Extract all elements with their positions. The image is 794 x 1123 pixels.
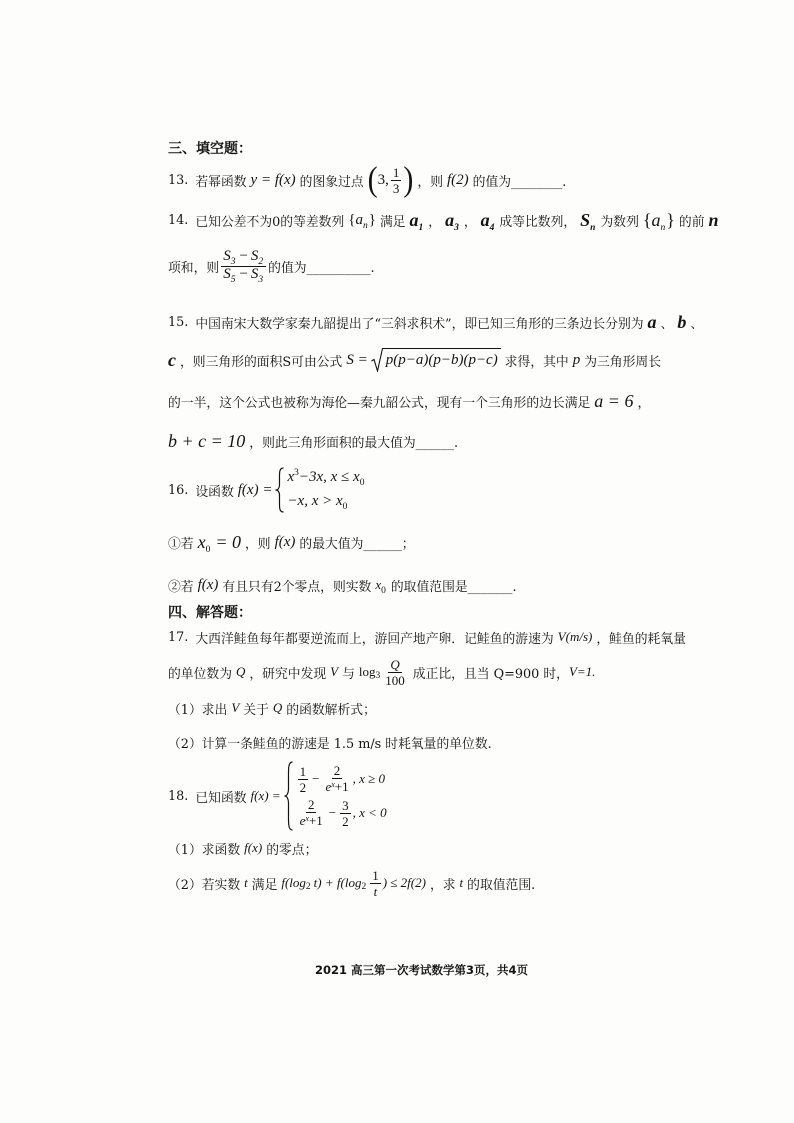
variable-s: S [250, 265, 259, 282]
function-value-expression: f(2) [446, 171, 469, 188]
question-17-line-2 [168, 654, 599, 690]
question-text: ，鲑鱼的耗氧量 [596, 631, 686, 647]
part-marker: ②若 [168, 579, 194, 595]
function-expression: f(x) [274, 533, 296, 550]
section-heading-fill-in [168, 138, 252, 158]
question-text-blank: ，则此三角形面积的最大值为______. [249, 435, 459, 451]
left-brace-glyph: { [642, 209, 652, 230]
variable-s: S [223, 265, 231, 282]
variable-a: a [480, 209, 490, 230]
numerator: Q [390, 656, 400, 672]
variable-q: Q [235, 664, 246, 679]
subscript: 1 [418, 222, 424, 233]
question-15-line-1 [168, 310, 703, 334]
point-coordinates [367, 160, 414, 199]
separator: ， [463, 214, 477, 230]
question-14-line-1 [168, 207, 723, 233]
partial-sum-sn [580, 210, 596, 231]
variable-x: x [197, 531, 206, 552]
denominator: 3 [392, 180, 400, 196]
condition-v-equals-1: V=1. [568, 664, 596, 679]
variable-s: S [580, 209, 591, 230]
subscript: 4 [489, 222, 495, 233]
subscript: 2 [258, 256, 264, 267]
piecewise-function [251, 761, 387, 831]
question-text: 已知公差不为0的等差数列 [195, 214, 345, 230]
question-number: 15. [168, 314, 189, 330]
subscript: n [660, 222, 666, 233]
denominator [298, 813, 325, 830]
superscript: x [305, 813, 309, 823]
minus-sign: − [239, 247, 248, 264]
fraction-one-third [391, 165, 402, 196]
question-14-line-2 [168, 244, 375, 288]
question-18-part-2 [168, 865, 535, 901]
question-15-line-2 [168, 345, 661, 375]
minus-sign: − [328, 805, 337, 820]
question-text: 满足 [379, 214, 406, 230]
case-condition: , x < 0 [352, 805, 387, 820]
heron-formula [346, 348, 500, 372]
piecewise-function [238, 466, 366, 514]
minus-sign: − [312, 771, 320, 786]
question-17-line-1 [168, 625, 686, 649]
variable-t: t [244, 875, 248, 890]
question-16 [168, 466, 369, 514]
question-text: ， [637, 395, 651, 411]
question-17-part-2 [168, 730, 492, 754]
question-text: 项和，则 [168, 260, 220, 276]
condition-b-plus-c: b + c = 10 [168, 430, 246, 451]
variable-e: e [299, 812, 306, 828]
question-text: 成等比数列， [499, 214, 577, 230]
log-expression [359, 657, 409, 688]
right-brace-glyph: } [368, 211, 376, 228]
left-brace-icon [284, 761, 293, 831]
variable-v: V [231, 700, 240, 715]
expression-part: f(log [281, 875, 306, 890]
fraction-one-half [298, 764, 309, 795]
condition-a: a = 6 [594, 390, 634, 411]
area-equals: S = [346, 351, 368, 368]
question-18 [168, 760, 391, 832]
separator: 、 [690, 316, 704, 332]
sequence-notation-large [643, 210, 675, 231]
superscript: x [331, 779, 335, 789]
denominator: 2 [299, 779, 307, 795]
case-expression: −x, x > x [287, 493, 343, 509]
section-heading-text: 三、填空题： [168, 141, 252, 157]
page-footer-text: 2021 高三第一次考试数学第3页，共4页 [315, 963, 529, 977]
section-heading-text: 四、解答题： [168, 605, 252, 621]
question-16-part-1 [168, 530, 415, 554]
case-2 [287, 490, 365, 514]
speed-unit: V(m/s) [557, 629, 593, 644]
numerator: 3 [342, 797, 349, 813]
question-number: 16. [168, 482, 189, 498]
numerator: 1 [392, 164, 400, 180]
question-text-blank: 的值为__________. [268, 260, 375, 276]
subscript: n [362, 220, 368, 231]
question-text: 中国南宋大数学家秦九韶提出了“三斜求积术”，即已知三角形的三条边长分别为 [195, 316, 644, 332]
question-number: 14. [168, 212, 189, 228]
term-a3 [445, 210, 460, 231]
numerator: 1 [372, 867, 379, 883]
fraction-two-over-ex-plus-1 [323, 763, 350, 796]
case-1 [287, 466, 365, 490]
question-text: 的零点； [266, 842, 318, 858]
question-text-blank: 的值为________. [472, 174, 567, 190]
function-label: f(x) = [250, 788, 281, 803]
sequence-notation [348, 212, 376, 229]
case-condition: , x ≥ 0 [352, 771, 386, 786]
expression-part: t) + f(log [313, 875, 362, 890]
question-text: ，则 [245, 536, 271, 552]
question-text: ，求 [429, 877, 456, 893]
subscript: 3 [258, 274, 264, 285]
question-15-line-3 [168, 389, 650, 413]
cases [287, 466, 365, 514]
question-text: 有且只有2个零点，则实数 [222, 579, 372, 595]
variable-e: e [325, 778, 332, 794]
variable-s: S [223, 247, 231, 264]
part-marker: ①若 [168, 536, 194, 552]
case-2 [296, 796, 387, 830]
fraction-q-over-100 [383, 657, 407, 688]
question-text: 的函数解析式； [286, 702, 376, 718]
plus-one: +1 [308, 812, 323, 828]
question-15-line-4 [168, 429, 458, 453]
term-a1 [410, 210, 425, 231]
log-base: 2 [305, 882, 311, 892]
log-function: log [358, 664, 376, 679]
denominator: t [373, 883, 378, 899]
function-expression: f(x) [197, 576, 219, 593]
part-label: （1）求出 [168, 702, 228, 718]
numerator: 2 [333, 762, 341, 778]
question-text: 的单位数为 [168, 666, 232, 682]
subscript: 3 [230, 256, 236, 267]
superscript: 3 [294, 468, 299, 478]
separator: 、 [660, 316, 674, 332]
question-text: 求得，其中 [504, 354, 569, 370]
question-text: 的一半，这个公式也被称为海伦—秦九韶公式，现有一个三角形的边长满足 [168, 395, 591, 411]
question-text: （2）计算一条鲑鱼的游速是 1.5 m/s 时耗氧量的单位数. [168, 736, 492, 752]
variable-x0 [375, 577, 387, 596]
denominator: 100 [385, 672, 405, 688]
section-heading-solve [168, 602, 252, 622]
fraction-three-halves [340, 798, 351, 829]
question-text: 为数列 [600, 214, 639, 230]
subscript: 5 [230, 274, 236, 285]
right-brace-glyph: } [666, 209, 675, 230]
left-brace-icon [275, 467, 284, 513]
question-text: 的取值范围. [467, 877, 536, 893]
side-b: b [677, 311, 687, 332]
plus-one: +1 [334, 778, 349, 794]
question-text: ，则三角形的面积S可由公式 [180, 354, 343, 370]
question-number: 17. [168, 629, 189, 645]
question-text: 成正比，且当 Q=900 时， [412, 666, 569, 682]
question-17-part-1 [168, 696, 376, 720]
page-footer [315, 960, 528, 980]
case-expression: −3x, x ≤ x [298, 469, 360, 485]
subscript: 3 [454, 222, 459, 233]
log-base: 3 [375, 671, 381, 681]
numerator: 1 [299, 763, 307, 779]
left-paren: ( [367, 160, 378, 199]
variable-a: a [409, 209, 419, 230]
power-function-expression: y = f(x) [250, 171, 296, 188]
variable-x: x [287, 469, 295, 485]
sum-ratio-fraction [221, 249, 266, 284]
question-text: 设函数 [195, 484, 234, 500]
square-root [371, 348, 501, 372]
question-text-blank: 的取值范围是_______. [390, 579, 517, 595]
subscript: n [590, 222, 596, 233]
side-a: a [647, 311, 657, 332]
variable-v: V [330, 664, 339, 679]
denominator [323, 779, 350, 796]
question-number: 13. [168, 172, 189, 188]
fraction-one-over-t [370, 868, 381, 899]
subscript: 0 [359, 478, 365, 488]
question-18-part-1 [168, 836, 317, 860]
question-text: 与 [342, 666, 355, 682]
function-label: f(x) = [237, 481, 273, 498]
question-text: 的前 [678, 214, 705, 230]
subscript: 0 [342, 502, 348, 512]
denominator: 2 [342, 813, 349, 829]
question-text: 若幂函数 [195, 174, 247, 190]
inequality-expression [281, 868, 426, 899]
variable-a: a [445, 209, 455, 230]
variable-t: t [459, 875, 464, 890]
numerator: 2 [307, 796, 315, 812]
question-text: ，研究中发现 [249, 666, 327, 682]
question-text: 为三角形周长 [584, 354, 661, 370]
part-label: （1）求函数 [168, 842, 241, 858]
function-expression: f(x) [244, 840, 263, 855]
expression-part: ) ≤ 2f(2) [382, 875, 426, 890]
point-x: 3, [377, 171, 389, 188]
numerator [221, 249, 266, 267]
question-number: 18. [168, 788, 189, 804]
term-a4 [481, 210, 496, 231]
variable-s: S [250, 247, 259, 264]
variable-a: a [355, 211, 363, 228]
variable-p: p [572, 351, 581, 368]
fraction-two-over-ex-plus-1 [298, 797, 325, 830]
denominator [221, 267, 266, 284]
radicand: p(p−a)(p−b)(p−c) [383, 348, 501, 372]
log-base: 2 [361, 882, 367, 892]
cases [296, 762, 387, 830]
case-1 [296, 762, 387, 796]
question-text: 关于 [243, 702, 269, 718]
left-brace-glyph: { [348, 211, 356, 228]
subscript: 0 [205, 544, 211, 555]
variable-q: Q [272, 700, 283, 715]
question-text: 已知函数 [195, 790, 247, 806]
separator: ， [428, 214, 442, 230]
side-c: c [168, 349, 176, 370]
minus-sign: − [239, 265, 248, 282]
question-text: 满足 [251, 877, 278, 893]
question-13 [168, 162, 566, 198]
question-text: ，则 [417, 174, 443, 190]
variable-x: x [375, 577, 382, 592]
question-text: 大西洋鲑鱼每年都要逆流而上，游回产地产卵．记鲑鱼的游速为 [195, 631, 554, 647]
variable-a: a [651, 209, 661, 230]
radical-sign-icon [371, 348, 383, 372]
variable-n: n [708, 209, 719, 230]
part-label: （2）若实数 [168, 877, 241, 893]
question-text: 的图象过点 [299, 174, 364, 190]
x0-equals-zero [198, 532, 241, 553]
equation: = 0 [215, 531, 241, 552]
question-16-part-2 [168, 573, 517, 597]
subscript: 0 [381, 586, 386, 596]
question-text-blank: 的最大值为______； [299, 536, 415, 552]
right-paren: ) [403, 160, 414, 199]
